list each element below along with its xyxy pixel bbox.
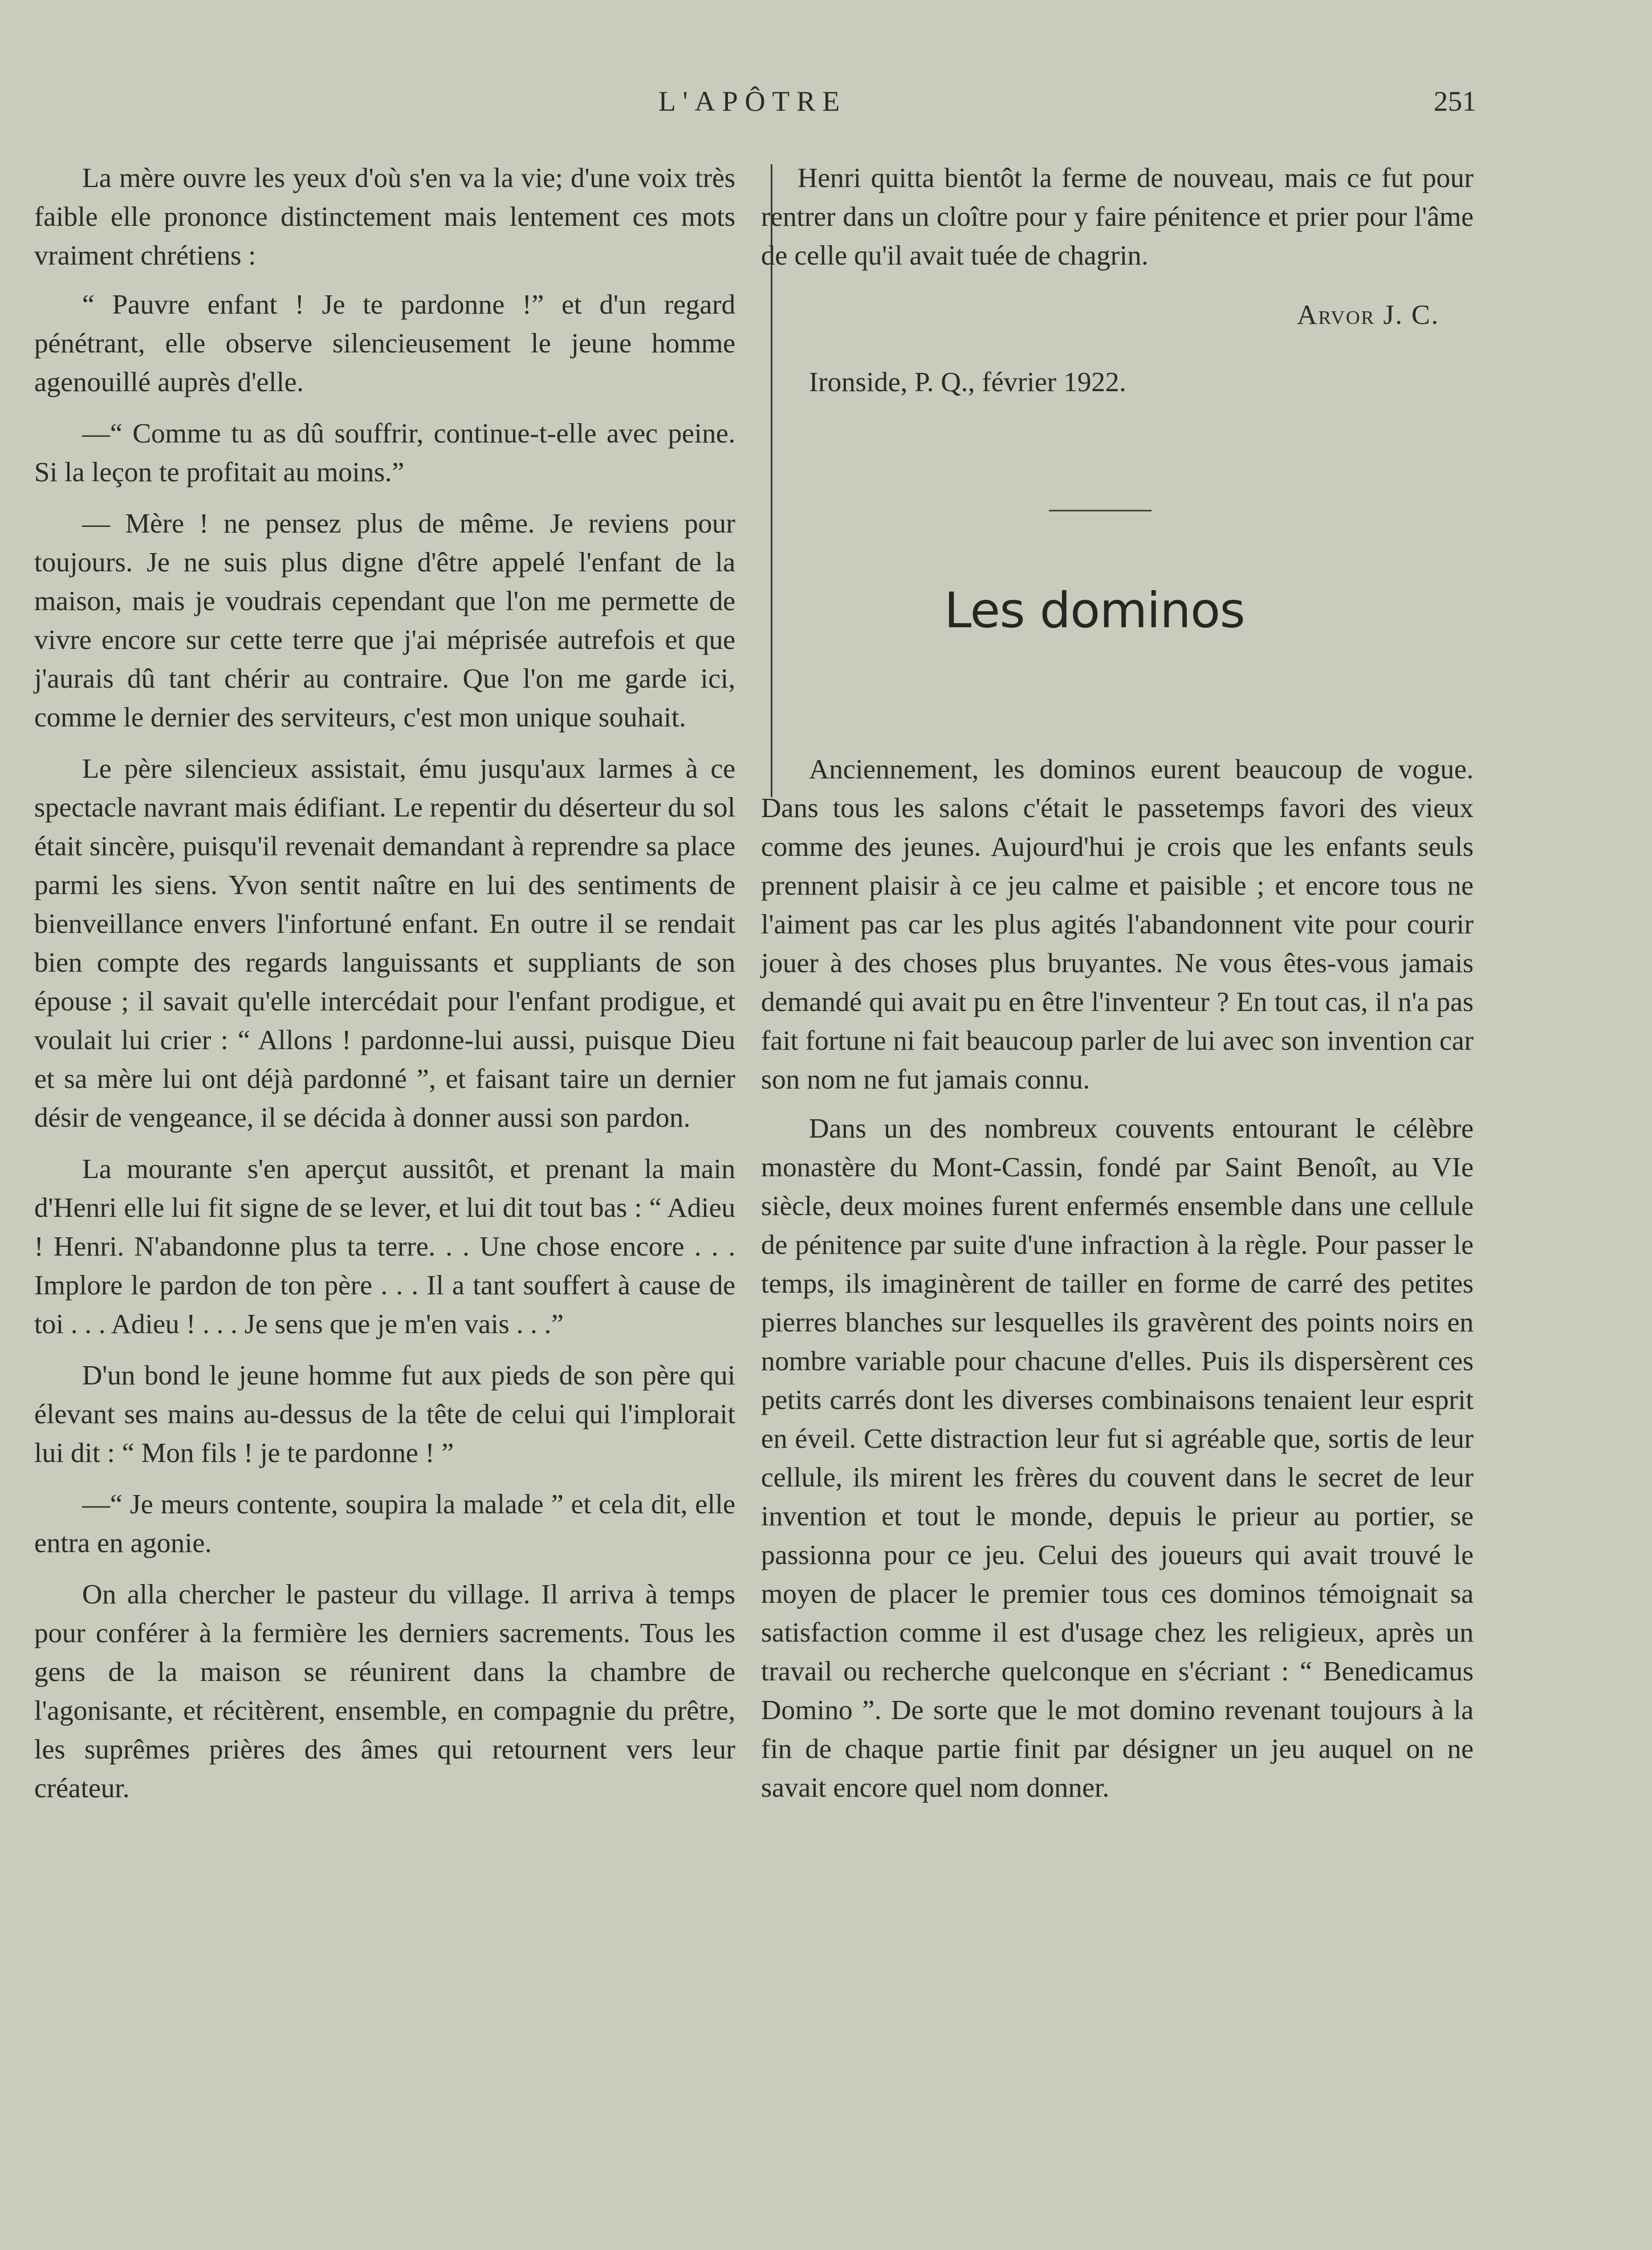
- author-signature: Arvor J. C.: [1297, 299, 1439, 330]
- page-number: 251: [1434, 85, 1476, 117]
- article-title: Les dominos: [944, 582, 1245, 639]
- story-ending: [761, 159, 1474, 275]
- paragraph: —“ Comme tu as dû souffrir, continue-t-elle avec peine. Si la leçon te profitait au moins.”: [34, 417, 735, 488]
- place-date: Ironside, P. Q., février 1922.: [809, 366, 1126, 397]
- paragraph: Henri quitta bientôt la ferme de nouveau, mais ce fut pour rentrer dans un cloître pour y faire pénitence et prier pour l'âme de celle qu'il avait tuée de chagrin.: [761, 162, 1474, 271]
- paragraph: Dans un des nombreux couvents entourant le célèbre monastère du Mont-Cassin, fondé par Saint Benoît, au VIe siècle, deux moines furent enfermés ensemble dans une cellule de pénitence par suite d'une infraction à la règle. Pour passer le temps, ils imaginèrent de tailler en forme de carré des petites pierres blanches sur lesquelles ils gravèrent des points noirs en nombre variable pour chacune d'elles. Puis ils dispersèrent ces petits carrés dont les diverses combinaisons tenaient leur esprit en éveil. Cette distraction leur fut si agréable que, sortis de leur cellule, ils mirent les frères du couvent dans le secret de leur invention et tout le monde, depuis le prieur au portier, se passionna pour ce jeu. Celui des joueurs qui avait trouvé le moyen de placer le premier tous ces dominos témoignait sa satisfaction comme il est d'usage chez les religieux, après un travail ou recherche quelconque en s'écriant : “ Benedicamus Domino ”. De sorte que le mot domino revenant toujours à la fin de chaque partie finit par désigner un jeu auquel on ne savait encore quel nom donner.: [761, 1112, 1474, 1803]
- section-divider: [1049, 510, 1151, 511]
- paragraph: La mère ouvre les yeux d'où s'en va la vie; d'une voix très faible elle prononce distinctement mais lentement ces mots vraiment chrétiens :: [34, 162, 735, 271]
- right-column: [761, 159, 1474, 1817]
- paragraph: “ Pauvre enfant ! Je te pardonne !” et d'un regard pénétrant, elle observe silencieusement le jeune homme agenouillé auprès d'elle.: [34, 289, 735, 397]
- paragraph: Le père silencieux assistait, ému jusqu'aux larmes à ce spectacle navrant mais édifiant. Le repentir du déserteur du sol était sincère, puisqu'il revenait demandant à reprendre sa place parmi les siens. Yvon sentit naître en lui des sentiments de bienveillance envers l'infortuné enfant. En outre il se rendait bien compte des regards languissants et suppliants de son épouse ; il savait qu'elle intercédait pour l'enfant prodigue, et voulait lui crier : “ Allons ! pardonne-lui aussi, puisque Dieu et sa mère lui ont déjà pardonné ”, et faisant taire un dernier désir de vengeance, il se décida à donner aussi son pardon.: [34, 753, 735, 1133]
- left-column: [34, 159, 735, 1818]
- paragraph: Anciennement, les dominos eurent beaucoup de vogue. Dans tous les salons c'était le passetemps favori des vieux comme des jeunes. Aujourd'hui je crois que les enfants seuls prennent plaisir à ce jeu calme et paisible ; et encore tous ne l'aiment pas car les plus agités l'abandonnent vite pour courir jouer à des choses plus bruyantes. Ne vous êtes-vous jamais demandé qui avait pu en être l'inventeur ? En tout cas, il n'a pas fait fortune ni fait beaucoup parler de lui avec son invention car son nom ne fut jamais connu.: [761, 753, 1474, 1095]
- paragraph: La mourante s'en aperçut aussitôt, et prenant la main d'Henri elle lui fit signe de se lever, et lui dit tout bas : “ Adieu ! Henri. N'abandonne plus ta terre. . . Une chose encore . . . Implore le pardon de ton père . . . Il a tant souffert à cause de toi . . . Adieu ! . . . Je sens que je m'en vais . . .”: [34, 1153, 735, 1339]
- paragraph: — Mère ! ne pensez plus de même. Je reviens pour toujours. Je ne suis plus digne d'être appelé l'enfant de la maison, mais je voudrais cependant que l'on me permette de vivre encore sur cette terre que j'ai méprisée autrefois et que j'aurais dû tant chérir au contraire. Que l'on me garde ici, comme le dernier des serviteurs, c'est mon unique souhait.: [34, 507, 735, 733]
- running-title: L'APÔTRE: [658, 85, 847, 117]
- paragraph: On alla chercher le pasteur du village. Il arriva à temps pour conférer à la fermière les derniers sacrements. Tous les gens de la maison se réunirent dans la chambre de l'agonisante, et récitèrent, ensemble, en compagnie du prêtre, les suprêmes prières des âmes qui retournent vers leur créateur.: [34, 1578, 735, 1804]
- paragraph: D'un bond le jeune homme fut aux pieds de son père qui élevant ses mains au-dessus de la tête de celui qui l'implorait lui dit : “ Mon fils ! je te pardonne ! ”: [34, 1359, 735, 1468]
- paragraph: —“ Je meurs contente, soupira la malade ” et cela dit, elle entra en agonie.: [34, 1488, 735, 1558]
